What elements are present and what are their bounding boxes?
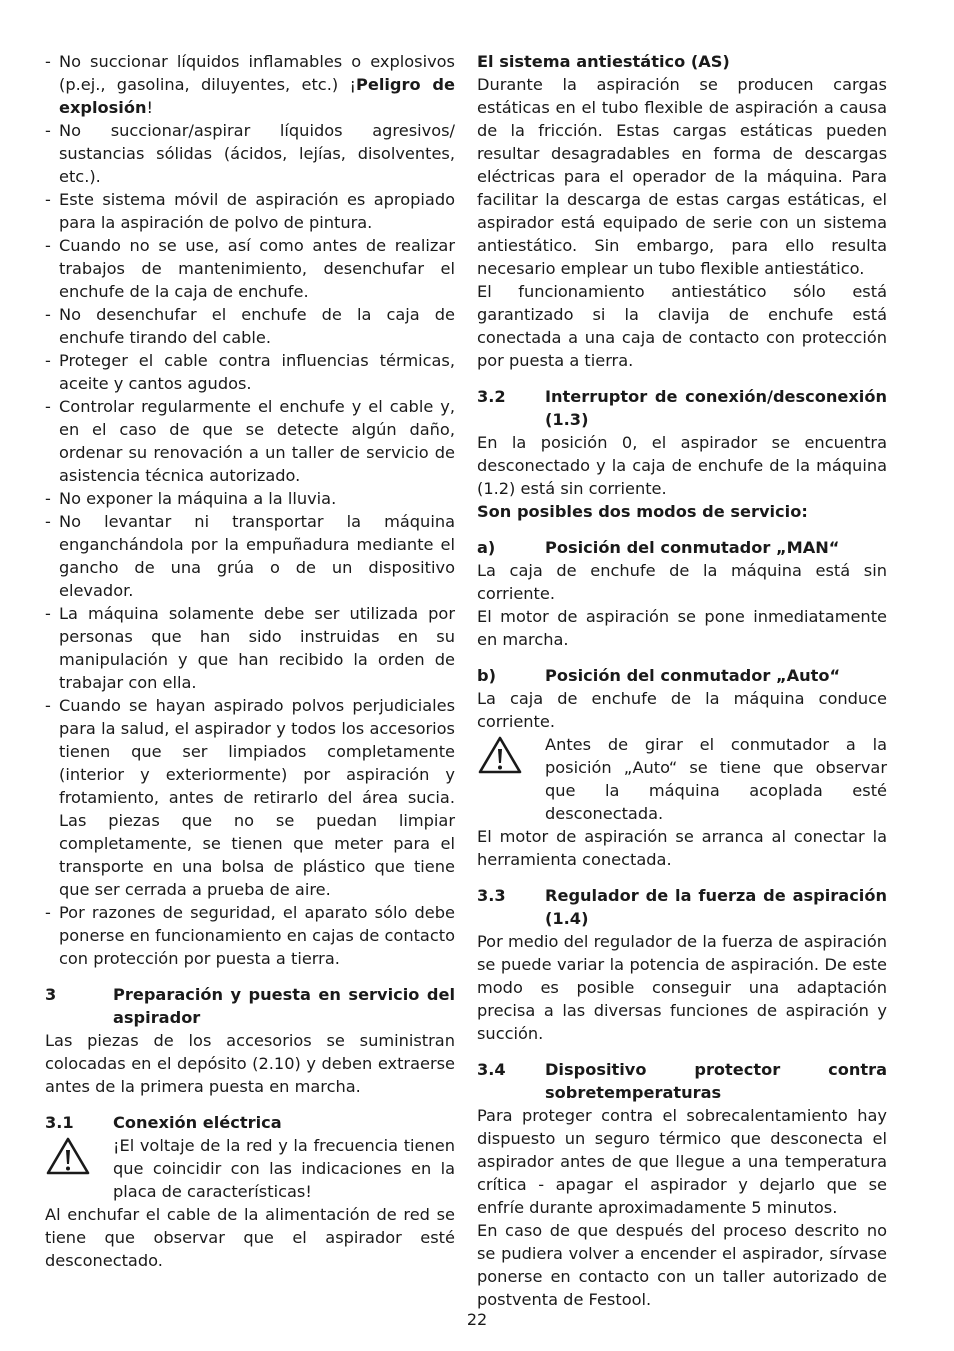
list-item: - No levantar ni transportar la máquina enganchándola por la empuñadura mediante el gancho de una grúa o de un dispositivo elevador. bbox=[45, 510, 455, 602]
list-item: - No exponer la máquina a la lluvia. bbox=[45, 487, 455, 510]
auto-mode-warning: Antes de girar el conmutador a la posición „Auto“ se tiene que observar que la máquina acoplada esté desconectada. bbox=[477, 733, 887, 825]
section-3-4-heading: 3.4 Dispositivo protector contra sobretemperaturas bbox=[477, 1060, 887, 1102]
section-3-text: Las piezas de los accesorios se suministran colocadas en el depósito (2.10) y deben extraerse antes de la primera puesta en marcha. bbox=[45, 1031, 455, 1096]
list-item: - Controlar regularmente el enchufe y el cable y, en el caso de que se detecte algún daño, ordenar su renovación a un taller de servicio de asistencia técnica autorizado. bbox=[45, 395, 455, 487]
right-column bbox=[477, 50, 887, 1311]
mode-b-heading: b) Posición del conmutador „Auto“ bbox=[477, 666, 841, 685]
list-item: - No desenchufar el enchufe de la caja de enchufe tirando del cable. bbox=[45, 303, 455, 349]
section-3-4-text: Para proteger contra el sobrecalentamiento hay dispuesto un seguro térmico que desconecta el aspirador antes de que llegue a una temperatura crítica - apagar el aspirador y dejarlo que se enfríe durante aproximadamente 5 minutos. bbox=[477, 1106, 887, 1217]
left-column bbox=[45, 50, 455, 1272]
list-item: - Este sistema móvil de aspiración es apropiado para la aspiración de polvo de pintura. bbox=[45, 188, 455, 234]
section-3-4-text: En caso de que después del proceso descrito no se pudiera volver a encender el aspirador, sírvase ponerse en contacto con un taller autorizado de postventa de Festool. bbox=[477, 1221, 887, 1309]
section-3-heading: 3 Preparación y puesta en servicio del aspirador bbox=[45, 985, 455, 1027]
warning-triangle-icon bbox=[477, 733, 545, 825]
voltage-warning: ¡El voltaje de la red y la frecuencia tienen que coincidir con las indicaciones en la placa de características! bbox=[45, 1134, 455, 1203]
mode-b-text: El motor de aspiración se arranca al conectar la herramienta conectada. bbox=[477, 827, 887, 869]
section-3-3-text: Por medio del regulador de la fuerza de aspiración se puede variar la potencia de aspiración. De este modo es posible conseguir una adaptación precisa a las diversas funciones de aspiración y succión. bbox=[477, 932, 887, 1043]
list-item: - Cuando se hayan aspirado polvos perjudiciales para la salud, el aspirador y todos los accesorios tienen que ser limpiados completamente (interior y exteriormente) por aspiración y frotamiento, antes de retirarlo del área sucia. Las piezas que no se puedan limpiar completamente, se tienen que meter para el transporte en una bolsa de plástico que tiene que ser cerrada a prueba de aire. bbox=[45, 694, 455, 901]
antistatic-paragraph: El funcionamiento antiestático sólo está garantizado si la clavija de enchufe está conectada a una caja de contacto con protección por puesta a tierra. bbox=[477, 282, 887, 370]
section-3-1-text: Al enchufar el cable de la alimentación de red se tiene que observar que el aspirador esté desconectado. bbox=[45, 1205, 455, 1270]
list-item: - Cuando no se use, así como antes de realizar trabajos de mantenimiento, desenchufar el enchufe de la caja de enchufe. bbox=[45, 234, 455, 303]
list-item: - Proteger el cable contra influencias térmicas, aceite y cantos agudos. bbox=[45, 349, 455, 395]
list-item: - Por razones de seguridad, el aparato sólo debe ponerse en funcionamiento en cajas de contacto con protección por puesta a tierra. bbox=[45, 901, 455, 970]
list-item: - No succionar líquidos inflamables o explosivos (p.ej., gasolina, diluyentes, etc.) ¡Peligro de explosión! bbox=[45, 50, 455, 119]
modes-label: Son posibles dos modos de servicio: bbox=[477, 502, 808, 521]
section-3-1-heading: 3.1 Conexión eléctrica bbox=[45, 1113, 282, 1132]
antistatic-paragraph: Durante la aspiración se producen cargas estáticas en el tubo flexible de aspiración a causa de la fricción. Estas cargas estáticas pueden resultar desagradables en forma de descargas eléctricas para el operador de la máquina. Para facilitar la descarga de estas cargas estáticas, el aspirador está equipado de serie con un sistema antiestático. Sin embargo, para ello resulta necesario emplear un tubo flexible antiestático. bbox=[477, 75, 887, 278]
section-3-2-text: En la posición 0, el aspirador se encuentra desconectado y la caja de enchufe de la máquina (1.2) está sin corriente. bbox=[477, 433, 887, 498]
section-3-3-heading: 3.3 Regulador de la fuerza de aspiración (1.4) bbox=[477, 886, 887, 928]
mode-a-heading: a) Posición del conmutador „MAN“ bbox=[477, 538, 840, 557]
page-number: 22 bbox=[466, 1310, 488, 1329]
list-item: - La máquina solamente debe ser utilizada por personas que han sido instruidas en su manipulación y que han recibido la orden de trabajar con ella. bbox=[45, 602, 455, 694]
mode-b-text: La caja de enchufe de la máquina conduce corriente. bbox=[477, 689, 887, 731]
mode-a-text: El motor de aspiración se pone inmediatamente en marcha. bbox=[477, 607, 887, 649]
mode-a-text: La caja de enchufe de la máquina está sin corriente. bbox=[477, 561, 887, 603]
antistatic-heading: El sistema antiestático (AS) bbox=[477, 52, 730, 71]
safety-bullet-list bbox=[45, 50, 455, 970]
section-3-2-heading: 3.2 Interruptor de conexión/desconexión (1.3) bbox=[477, 387, 887, 429]
warning-triangle-icon bbox=[45, 1134, 113, 1203]
list-item: - No succionar/aspirar líquidos agresivos/ sustancias sólidas (ácidos, lejías, disolventes, etc.). bbox=[45, 119, 455, 188]
